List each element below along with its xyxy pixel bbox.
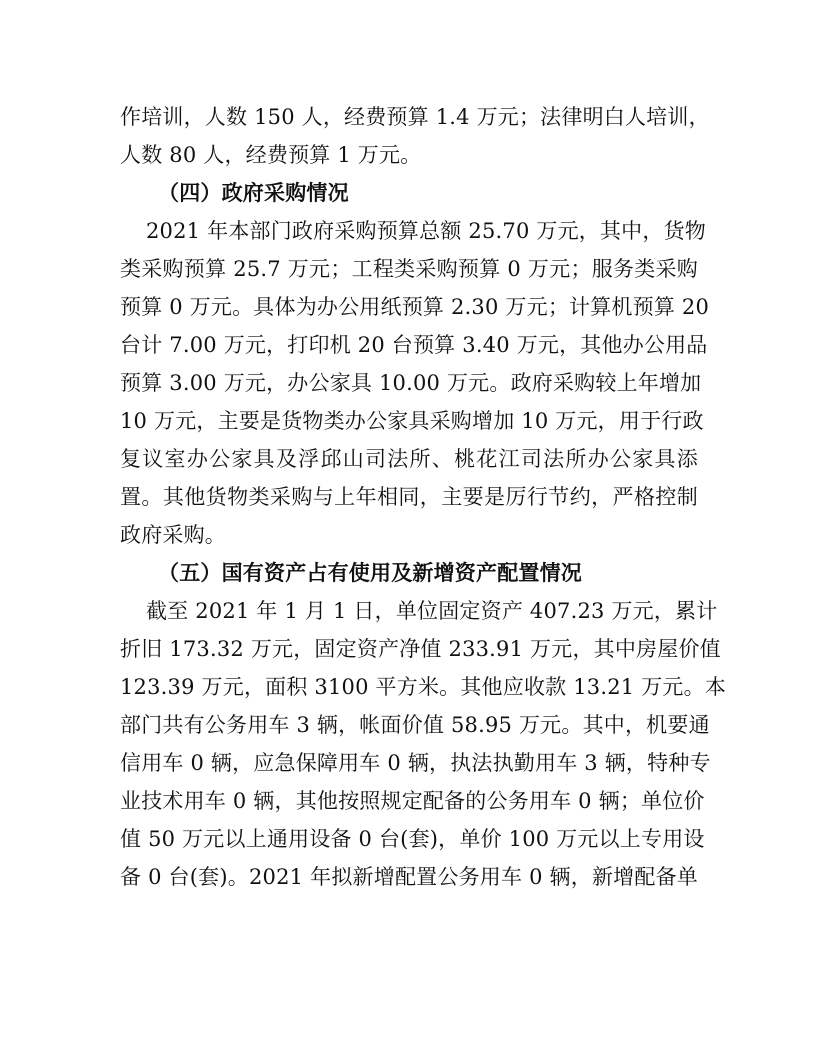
paragraph-line: 置。其他货物类采购与上年相同，主要是厉行节约，严格控制	[120, 485, 698, 509]
paragraph-line: 人数 80 人，经费预算 1 万元。	[120, 143, 422, 167]
section-heading-assets: （五）国有资产占有使用及新增资产配置情况	[158, 561, 582, 585]
paragraph-line: 值 50 万元以上通用设备 0 台(套)，单价 100 万元以上专用设	[120, 827, 705, 851]
paragraph-line: 折旧 173.32 万元，固定资产净值 233.91 万元，其中房屋价值	[120, 637, 721, 661]
paragraph-line: 业技术用车 0 辆，其他按照规定配备的公务用车 0 辆；单位价	[120, 789, 705, 813]
paragraph-line: 作培训，人数 150 人，经费预算 1.4 万元；法律明白人培训，	[120, 105, 710, 129]
paragraph-line: 复议室办公家具及浮邱山司法所、桃花江司法所办公家具添	[120, 447, 698, 471]
paragraph-line: 预算 0 万元。具体为办公用纸预算 2.30 万元；计算机预算 20	[120, 295, 710, 319]
paragraph-line: 123.39 万元，面积 3100 平方米。其他应收款 13.21 万元。本	[120, 675, 727, 699]
paragraph-line: 备 0 台(套)。2021 年拟新增配置公务用车 0 辆，新增配备单	[120, 865, 698, 889]
paragraph-line: 10 万元，主要是货物类办公家具采购增加 10 万元，用于行政	[120, 409, 704, 433]
paragraph-line: 信用车 0 辆，应急保障用车 0 辆，执法执勤用车 3 辆，特种专	[120, 751, 711, 775]
section-heading-procurement: （四）政府采购情况	[158, 181, 349, 205]
paragraph-line: 政府采购。	[120, 523, 226, 547]
paragraph-line: 部门共有公务用车 3 辆，帐面价值 58.95 万元。其中，机要通	[120, 713, 710, 737]
paragraph-line: 2021 年本部门政府采购预算总额 25.70 万元，其中，货物	[146, 219, 706, 243]
paragraph-line: 截至 2021 年 1 月 1 日，单位固定资产 407.23 万元，累计	[146, 599, 718, 623]
paragraph-line: 类采购预算 25.7 万元；工程类采购预算 0 万元；服务类采购	[120, 257, 698, 281]
paragraph-line: 预算 3.00 万元，办公家具 10.00 万元。政府采购较上年增加	[120, 371, 702, 395]
paragraph-line: 台计 7.00 万元，打印机 20 台预算 3.40 万元，其他办公用品	[120, 333, 708, 357]
